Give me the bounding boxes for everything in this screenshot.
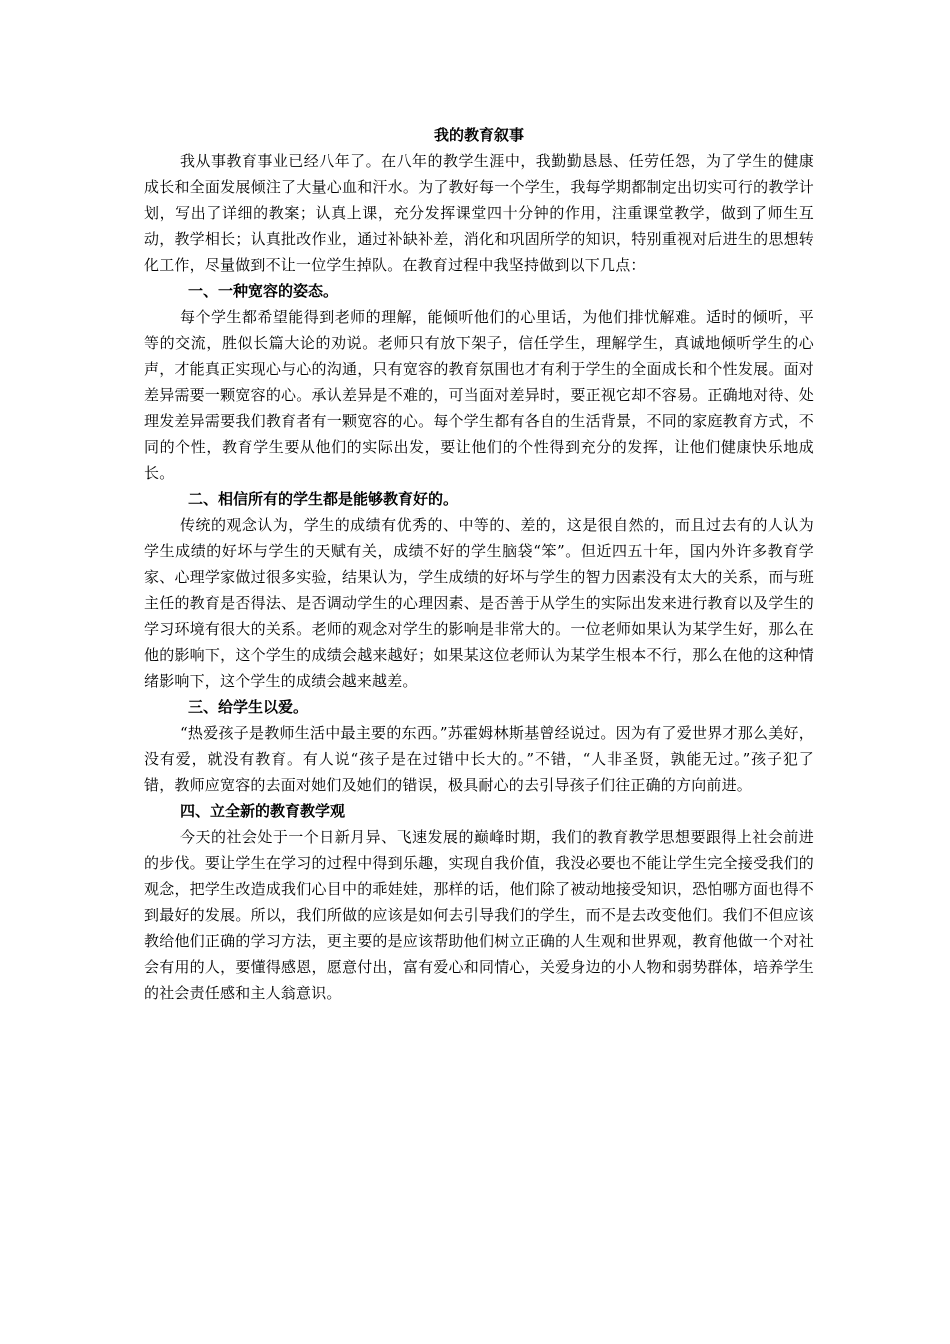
- document-title: 我的教育叙事: [433, 126, 524, 144]
- intro-paragraph: 我从事教育事业已经八年了。在八年的教学生涯中，我勤勤恳恳、任劳任怨，为了学生的健康成长和全面发展倾注了大量心血和汗水。为了教好每一个学生，我每学期都制定出切实可行的教学计划，写出了详细的教案；认真上课，充分发挥课堂四十分钟的作用，注重课堂教学，做到了师生互动，教学相长；认真批改作业，通过补缺补差，消化和巩固所学的知识，特别重视对后进生的思想转化工作，尽量做到不让一位学生掉队。在教育过程中我坚持做到以下几点：: [144, 152, 814, 274]
- document-page: [144, 122, 814, 1006]
- section-body-3: “热爱孩子是教师生活中最主要的东西。”苏霍姆林斯基曾经说过。因为有了爱世界才那么美好，没有爱，就没有教育。有人说“孩子是在过错中长大的。”不错，“人非圣贤，孰能无过。”孩子犯了错，教师应宽容的去面对她们及她们的错误，极具耐心的去引导孩子们往正确的方向前进。: [144, 724, 814, 794]
- section-body-1: 每个学生都希望能得到老师的理解，能倾听他们的心里话，为他们排忧解难。适时的倾听，平等的交流，胜似长篇大论的劝说。老师只有放下架子，信任学生，理解学生，真诚地倾听学生的心声，才能真正实现心与心的沟通，只有宽容的教育氛围也才有利于学生的全面成长和个性发展。面对差异需要一颗宽容的心。承认差异是不难的，可当面对差异时，要正视它却不容易。正确地对待、处理发差异需要我们教育者有一颗宽容的心。每个学生都有各自的生活背景，不同的家庭教育方式，不同的个性，教育学生要从他们的实际出发，要让他们的个性得到充分的发挥，让他们健康快乐地成长。: [144, 308, 814, 482]
- section-heading-1: 一、一种宽容的姿态。: [188, 282, 339, 300]
- section-body-4: 今天的社会处于一个日新月异、飞速发展的巅峰时期，我们的教育教学思想要跟得上社会前进的步伐。要让学生在学习的过程中得到乐趣，实现自我价值，我没必要也不能让学生完全接受我们的观念，把学生改造成我们心目中的乖娃娃，那样的话，他们除了被动地接受知识，恐怕哪方面也得不到最好的发展。所以，我们所做的应该是如何去引导我们的学生，而不是去改变他们。我们不但应该教给他们正确的学习方法，更主要的是应该帮助他们树立正确的人生观和世界观，教育他做一个对社会有用的人，要懂得感恩，愿意付出，富有爱心和同情心，关爱身边的小人物和弱势群体，培养学生的社会责任感和主人翁意识。: [144, 828, 814, 1002]
- section-heading-2: 二、相信所有的学生都是能够教育好的。: [188, 490, 459, 508]
- section-heading-3: 三、给学生以爱。: [188, 698, 309, 716]
- section-heading-4: 四、立全新的教育教学观: [180, 802, 346, 820]
- section-body-2: 传统的观念认为，学生的成绩有优秀的、中等的、差的，这是很自然的，而且过去有的人认为学生成绩的好坏与学生的天赋有关，成绩不好的学生脑袋“笨”。但近四五十年，国内外许多教育学家、心理学家做过很多实验，结果认为，学生成绩的好坏与学生的智力因素没有太大的关系，而与班主任的教育是否得法、是否调动学生的心理因素、是否善于从学生的实际出发来进行教育以及学生的学习环境有很大的关系。老师的观念对学生的影响是非常大的。一位老师如果认为某学生好，那么在他的影响下，这个学生的成绩会越来越好；如果某这位老师认为某学生根本不行，那么在他的这种情绪影响下，这个学生的成绩会越来越差。: [144, 516, 814, 690]
